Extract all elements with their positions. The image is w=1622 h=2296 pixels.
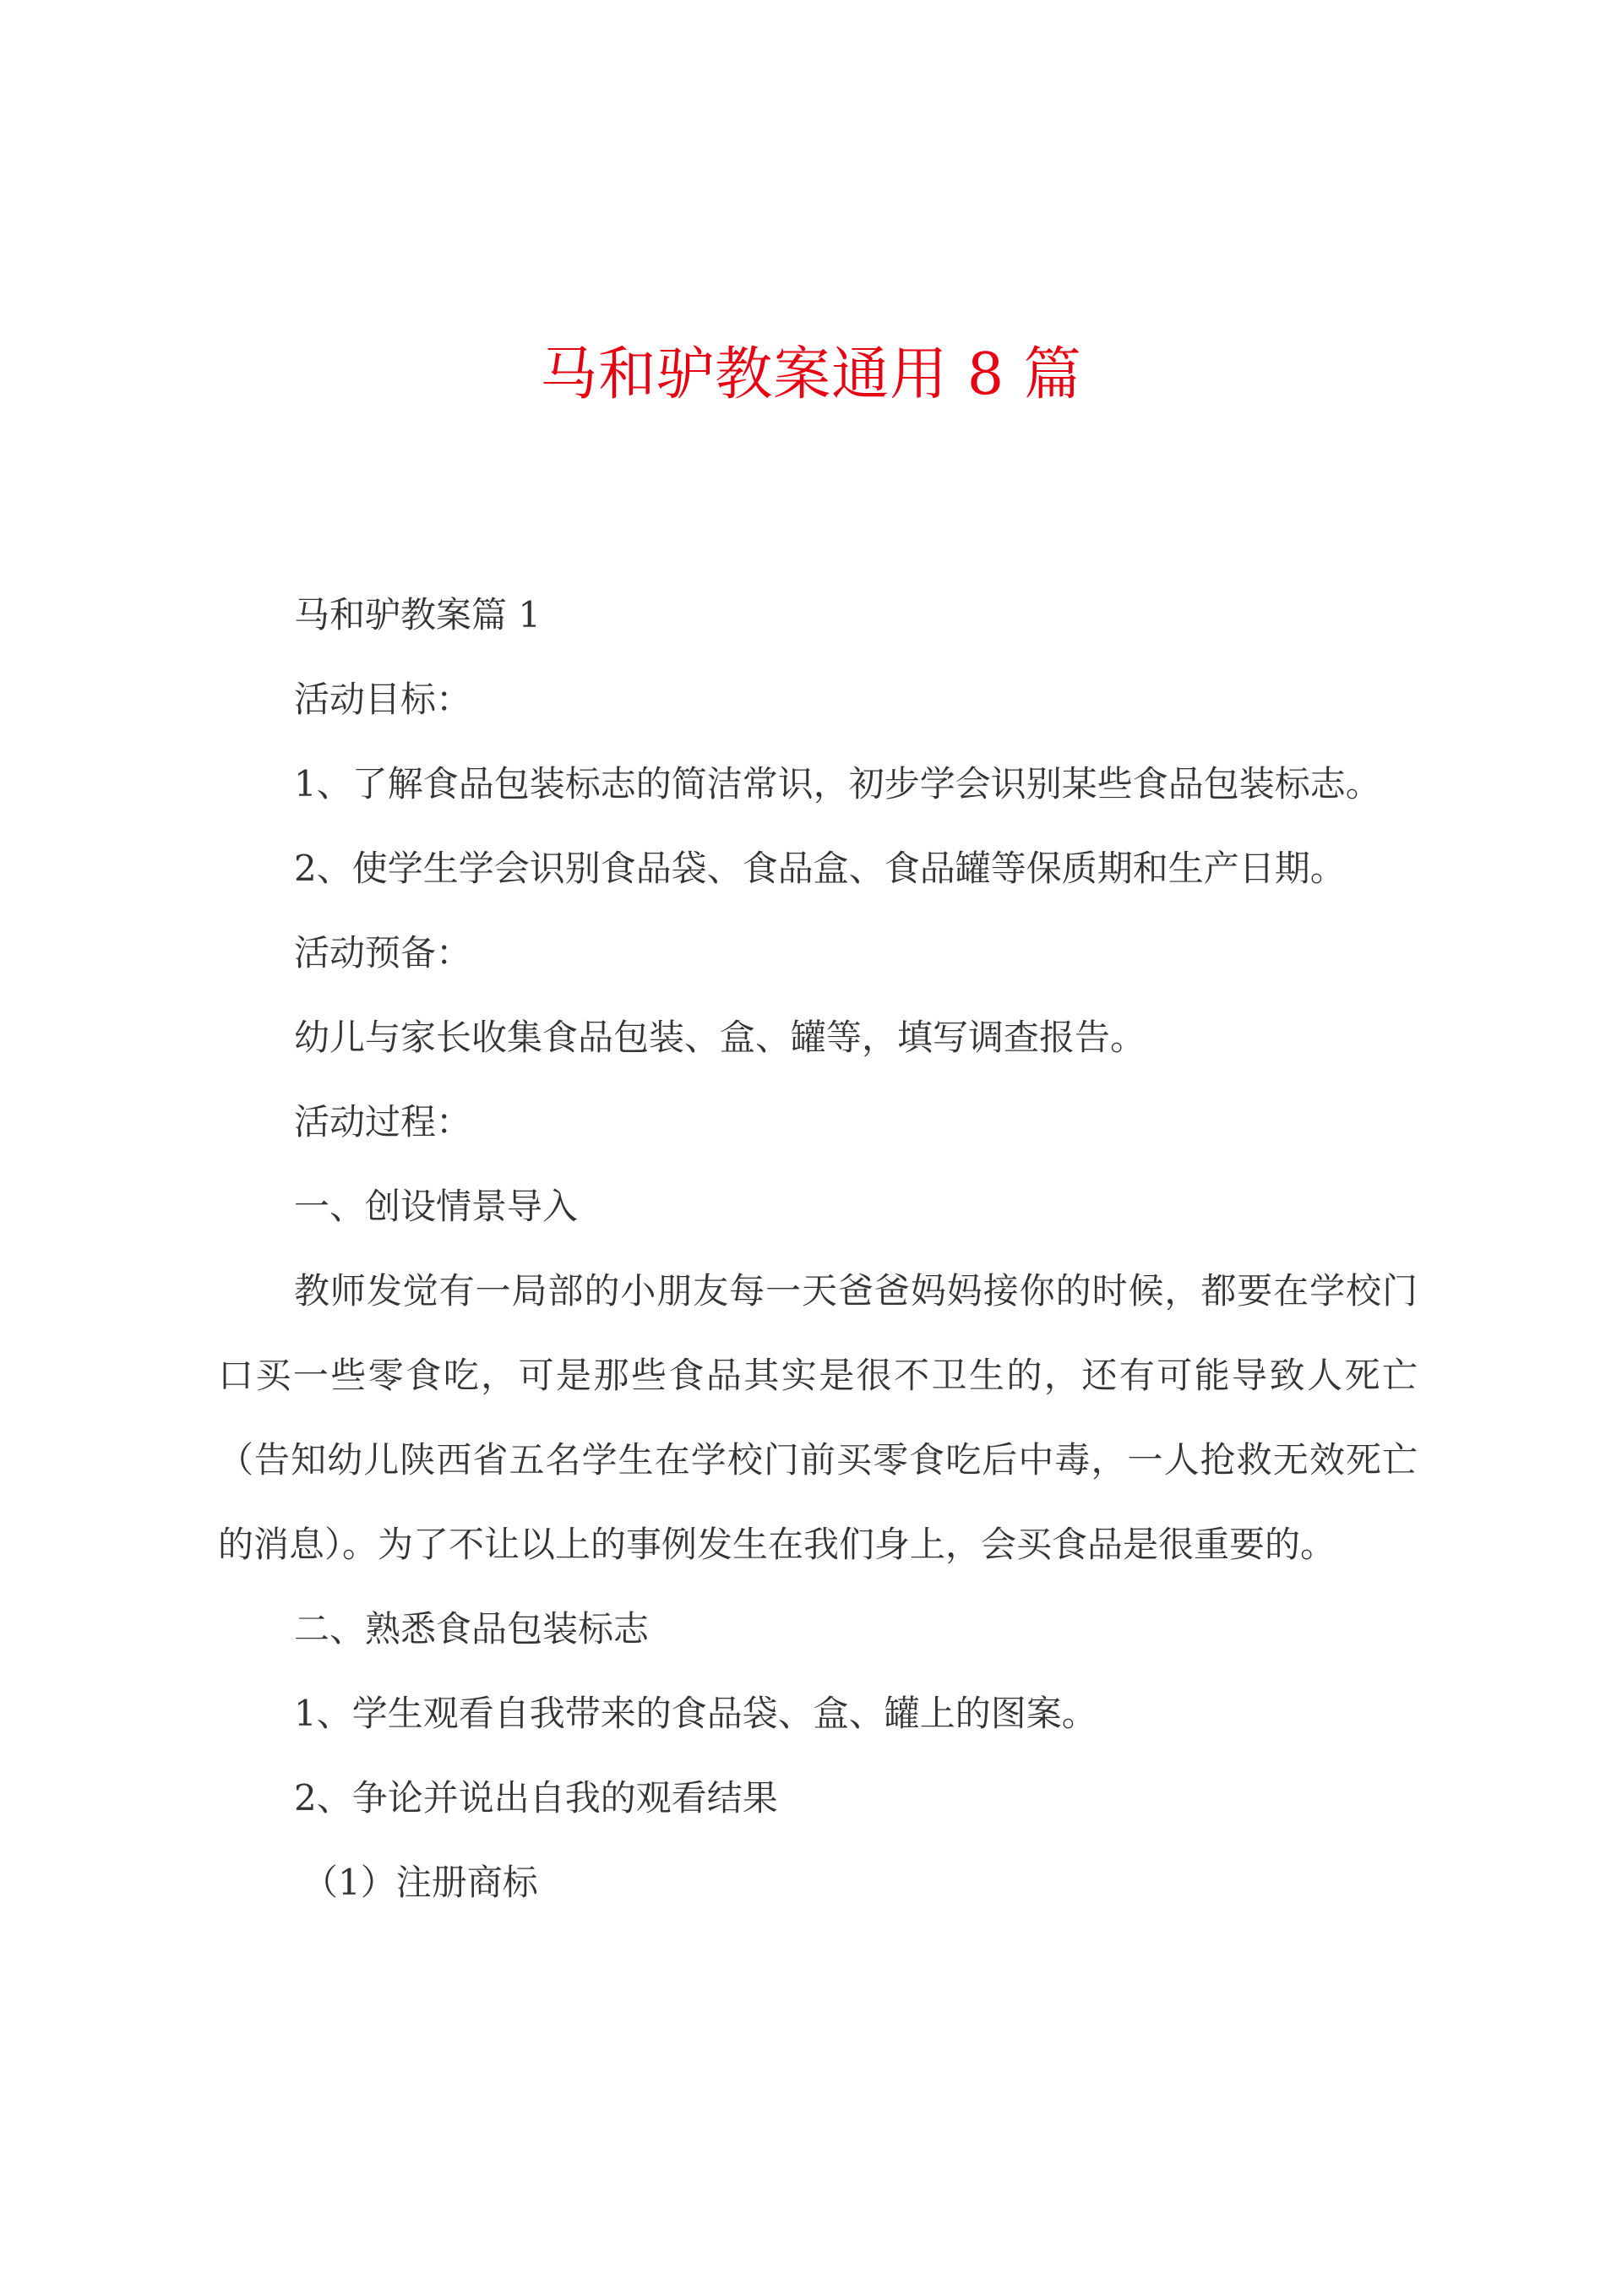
prep-label: 活动预备： <box>294 932 472 973</box>
step-2-sub-item-1: （1）注册商标 <box>302 1862 538 1903</box>
step-2-item-2: 2、争论并说出自我的观看结果 <box>294 1777 778 1819</box>
step-1-heading: 一、创设情景导入 <box>294 1186 579 1227</box>
step-2-heading: 二、熟悉食品包装标志 <box>294 1608 650 1650</box>
document-body <box>218 573 1418 1925</box>
goal-item-1: 1、了解食品包装标志的简洁常识，初步学会识别某些食品包装标志。 <box>294 763 1381 804</box>
goals-label: 活动目标： <box>294 679 472 720</box>
document-title: 马和驴教案通用 8 篇 <box>540 341 1082 408</box>
prep-text: 幼儿与家长收集食品包装、盒、罐等，填写调查报告。 <box>294 1017 1146 1058</box>
step-1-paragraph: 教师发觉有一局部的小朋友每一天爸爸妈妈接你的时候，都要在学校门口买一些零食吃，可是那些食品其实是很不卫生的，还有可能导致人死亡（告知幼儿陕西省五名学生在学校门前买零食吃后中毒，一人抢救无效死亡的消息）。为了不让以上的事例发生在我们身上，会买食品是很重要的。 <box>218 1270 1418 1565</box>
goal-item-2: 2、使学生学会识别食品袋、食品盒、食品罐等保质期和生产日期。 <box>294 848 1346 889</box>
process-label: 活动过程： <box>294 1101 472 1143</box>
section-heading: 马和驴教案篇 1 <box>294 594 542 635</box>
step-2-item-1: 1、学生观看自我带来的食品袋、盒、罐上的图案。 <box>294 1693 1097 1734</box>
